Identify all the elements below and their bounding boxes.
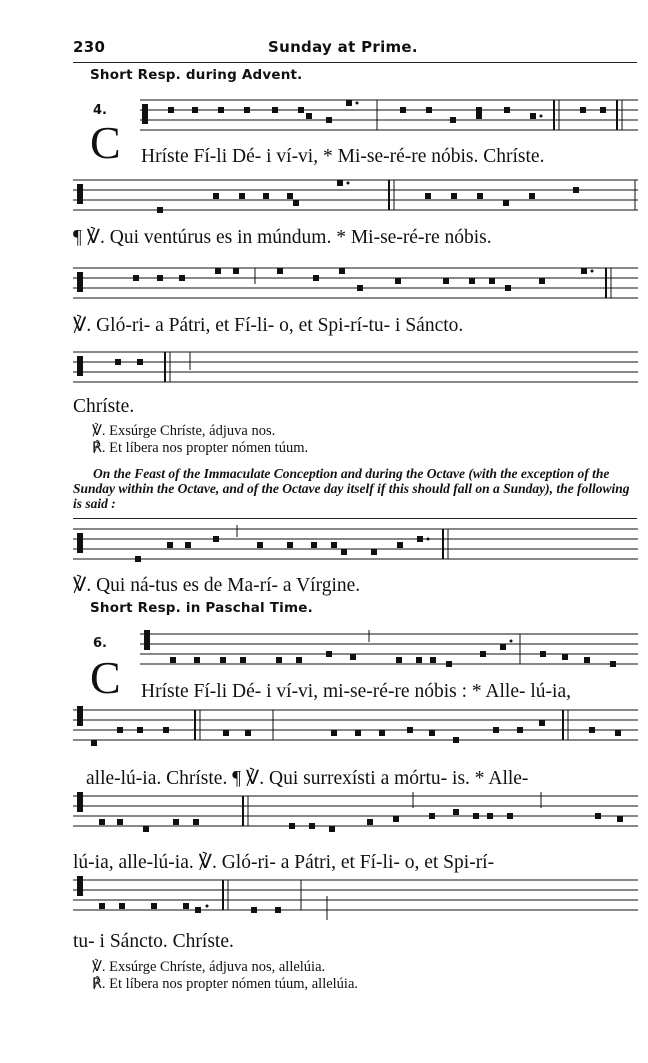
initial-letter: C [90,117,121,168]
staff-advent-1 [140,96,638,140]
chant-number: 4. [93,103,107,118]
versicle: ℣. Exsúrge Chríste, ádjuva nos. [92,423,276,439]
running-title: Sunday at Prime. [268,38,418,56]
lyric-line: Hríste Fí-li Dé- i ví-vi, mi-se-ré-re nóbis : * Alle- lú-ia, [141,681,571,702]
music-staff [73,525,638,569]
initial-letter: C [90,652,121,703]
chant-number: 6. [93,636,107,651]
music-staff [73,264,638,308]
versicle: ℣. Exsúrge Chríste, ádjuva nos, allelúia. [92,959,326,975]
rubric: On the Feast of the Immaculate Conception and during the Octave (with the exception of the Sunday within the Octave, and of the Octave day itself if this should fall on a Sunday), the following is said : [73,466,630,511]
lyric-line: Chríste. [73,396,135,417]
lyric-line: ¶ ℣. Qui ventúrus es in múndum. * Mi-se-ré-re nóbis. [73,227,492,248]
staff-advent-4 [73,348,638,392]
rubric-rule [73,518,637,519]
section-heading-paschal: Short Resp. in Paschal Time. [90,600,313,616]
music-staff [73,792,638,836]
staff-advent-2 [73,176,638,220]
lyric-line: ℣. Gló-ri- a Pátri, et Fí-li- o, et Spi-rí-tu- i Sáncto. [73,315,464,336]
lyric-line: lú-ia, alle-lú-ia. ℣. Gló-ri- a Pátri, et Fí-li- o, et Spi-rí- [73,852,495,873]
music-staff [73,348,638,392]
response: ℟. Et líbera nos propter nómen túum, allelúia. [92,976,359,992]
staff-immaculate [73,525,638,569]
music-staff [73,876,638,920]
lyric-line: Hríste Fí-li Dé- i ví-vi, * Mi-se-ré-re nóbis. Chríste. [141,146,545,167]
lyric-line: tu- i Sáncto. Chríste. [73,931,234,952]
section-heading-advent: Short Resp. during Advent. [90,67,303,83]
music-staff [73,176,638,220]
staff-paschal-1 [140,630,638,674]
header-rule [73,62,637,63]
lyric-line: ℣. Qui ná-tus es de Ma-rí- a Vírgine. [73,575,361,596]
staff-paschal-3 [73,792,638,836]
music-staff [73,706,638,750]
staff-paschal-2 [73,706,638,750]
response: ℟. Et líbera nos propter nómen túum. [92,440,309,456]
staff-advent-3 [73,264,638,308]
lyric-line: alle-lú-ia. Chríste. ¶ ℣. Qui surrexísti a mórtu- is. * Alle- [86,768,529,789]
music-staff [140,96,638,140]
staff-paschal-4 [73,876,638,920]
page-number: 230 [73,38,106,56]
music-staff [140,630,638,674]
